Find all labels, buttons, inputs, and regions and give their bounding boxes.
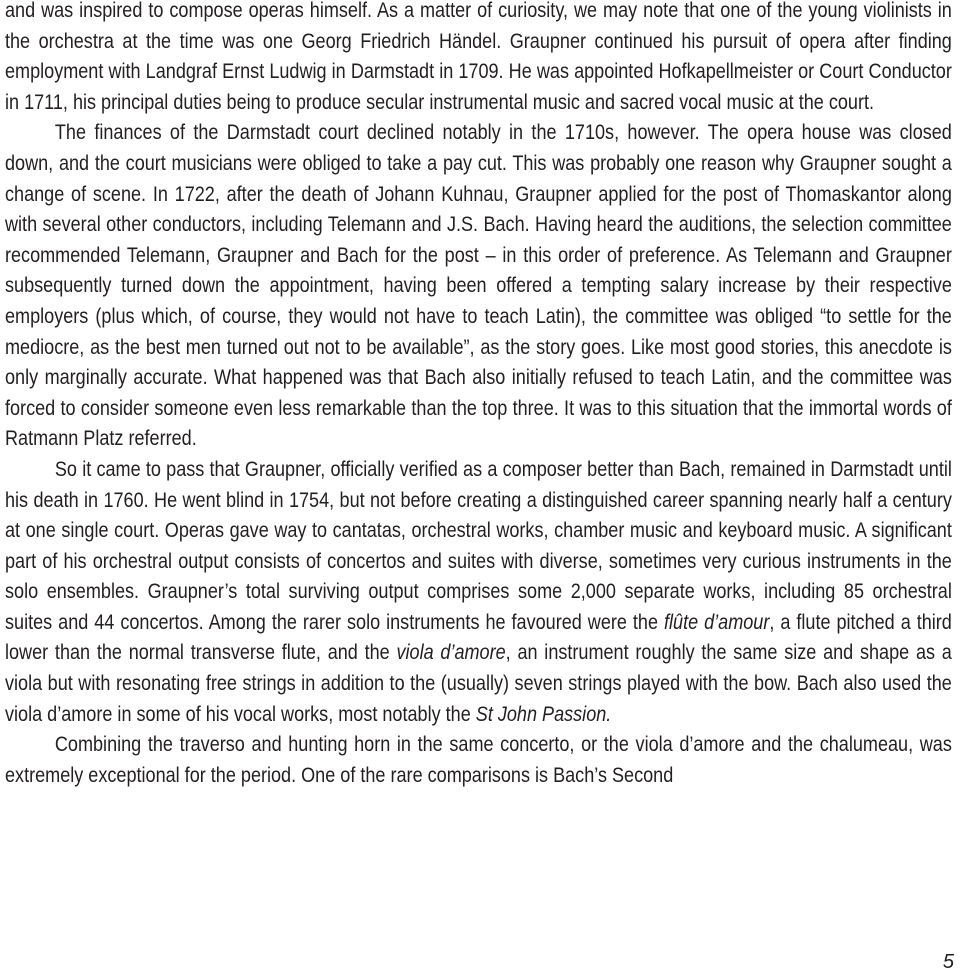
text-segment: and was inspired to compose operas himself. As a matter of curiosity, we may note that one of the young violinists in the orchestra at the time was one Georg Friedrich Händel. Graupner continued his pursuit of opera after finding employment with Landgraf Ernst Ludwig in Darmstadt in 1709. He was appointed Hofkapellmeister or Court Conductor in 1711, his principal duties being to produce secular instrumental music and sacred vocal music at the court. — [5, 0, 952, 114]
text-segment: , a flute pitched a third lower than the normal transverse flute, and the — [5, 610, 952, 665]
body-text — [5, 0, 952, 791]
paragraph — [5, 118, 952, 455]
text-segment: So it came to pass that Graupner, officially verified as a composer better than Bach, remained in Darmstadt until his death in 1760. He went blind in 1754, but not before creating a distinguished career spanning nearly half a century at one single court. Operas gave way to cantatas, orchestral works, chamber music and keyboard music. A significant part of his orchestral output consists of concertos and suites with diverse, sometimes very curious instruments in the solo ensembles. Graupner’s total surviving output comprises some 2,000 separate works, including 85 orchestral suites and 44 concertos. Among the rarer solo instruments he favoured were the — [5, 457, 952, 634]
text-segment: , an instrument roughly the same size and shape as a viola but with resonating free strings in addition to the (usually) seven strings played with the bow. Bach also used the viola d’amore in some of his vocal works, most notably the — [5, 641, 952, 726]
italic-term-viola-damore: viola d’amore — [396, 641, 506, 665]
italic-title-st-john-passion: St John Passion. — [475, 702, 612, 726]
paragraph — [5, 730, 952, 791]
paragraph — [5, 0, 952, 118]
page-number: 5 — [942, 951, 954, 973]
body-text-inner — [5, 0, 952, 791]
text-segment: The finances of the Darmstadt court declined notably in the 1710s, however. The opera house was closed down, and the court musicians were obliged to take a pay cut. This was probably one reason why Graupner sought a change of scene. In 1722, after the death of Johann Kuhnau, Graupner applied for the post of Thomaskantor along with several other conductors, including Telemann and J.S. Bach. Having heard the auditions, the selection committee recommended Telemann, Graupner and Bach for the post – in this order of preference. As Telemann and Graupner subsequently turned down the appointment, having been offered a tempting salary increase by their respective employers (plus which, of course, they would not have to teach Latin), the committee was obliged “to settle for the mediocre, as the best men turned out not to be available”, as the story goes. Like most good stories, this anecdote is only marginally accurate. What happened was that Bach also initially refused to teach Latin, and the committee was forced to consider someone even less remarkable than the top three. It was to this situation that the immortal words of Ratmann Platz referred. — [5, 121, 952, 451]
text-segment: Combining the traverso and hunting horn in the same concerto, or the viola d’amore and the chalumeau, was extremely exceptional for the period. One of the rare comparisons is Bach’s Second — [5, 733, 952, 787]
paragraph — [5, 455, 952, 730]
italic-term-flute-damour: flûte d’amour — [663, 610, 770, 634]
